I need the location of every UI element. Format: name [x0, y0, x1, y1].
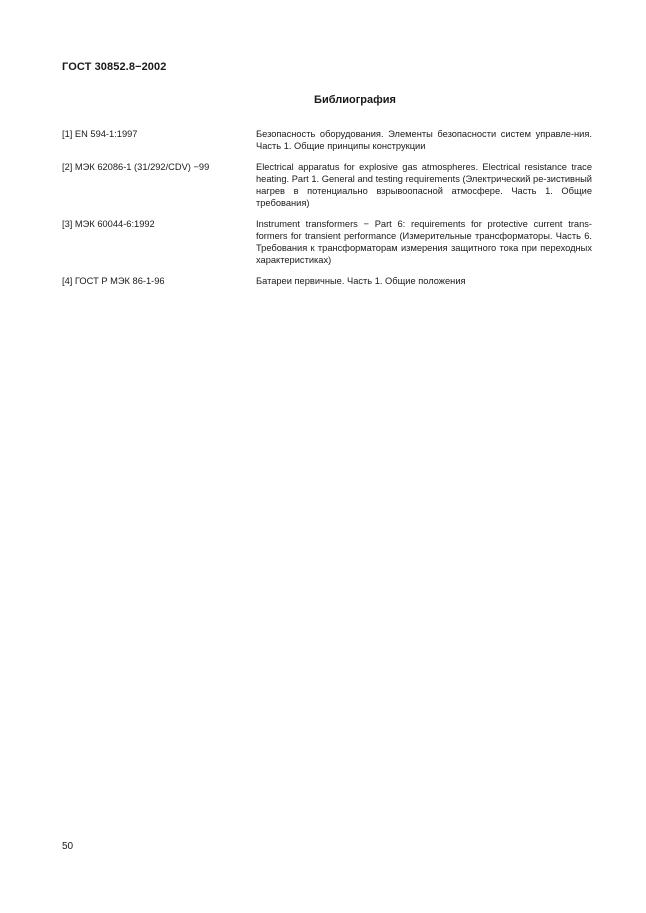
bibliography-list [62, 128, 592, 296]
bibliography-entry [62, 128, 592, 152]
bibliography-title-text: Electrical apparatus for explosive gas atmospheres. Electrical resistance trace heating. Part 1. General and testing requirements (Электрический ре-зистивный нагрев в потенциально взрывоопасной атмосфере. Часть 1. Общие требования) [256, 162, 592, 208]
bibliography-title-text: Instrument transformers − Part 6: requirements for protective current trans-formers for transient performance (Измерительные трансформаторы. Часть 6. Требования к трансформаторам измерения защитного тока при переходных характеристиках) [256, 219, 592, 265]
bibliography-title: Библиография [314, 94, 396, 106]
bibliography-entry [62, 218, 592, 266]
bibliography-reference: [2] МЭК 62086-1 (31/292/CDV) −99 [62, 162, 210, 172]
page-number: 50 [62, 841, 74, 852]
bibliography-reference: [4] ГОСТ Р МЭК 86-1-96 [62, 276, 165, 286]
section-heading [0, 94, 646, 106]
bibliography-entry [62, 275, 592, 287]
bibliography-title-text: Безопасность оборудования. Элементы безопасности систем управле-ния. Часть 1. Общие принципы конструкции [256, 129, 592, 151]
bibliography-reference: [1] EN 594-1:1997 [62, 129, 138, 139]
bibliography-reference: [3] МЭК 60044-6:1992 [62, 219, 155, 229]
document-code-header: ГОСТ 30852.8−2002 [62, 61, 167, 73]
bibliography-title-text: Батареи первичные. Часть 1. Общие положения [256, 276, 466, 286]
bibliography-entry [62, 161, 592, 209]
